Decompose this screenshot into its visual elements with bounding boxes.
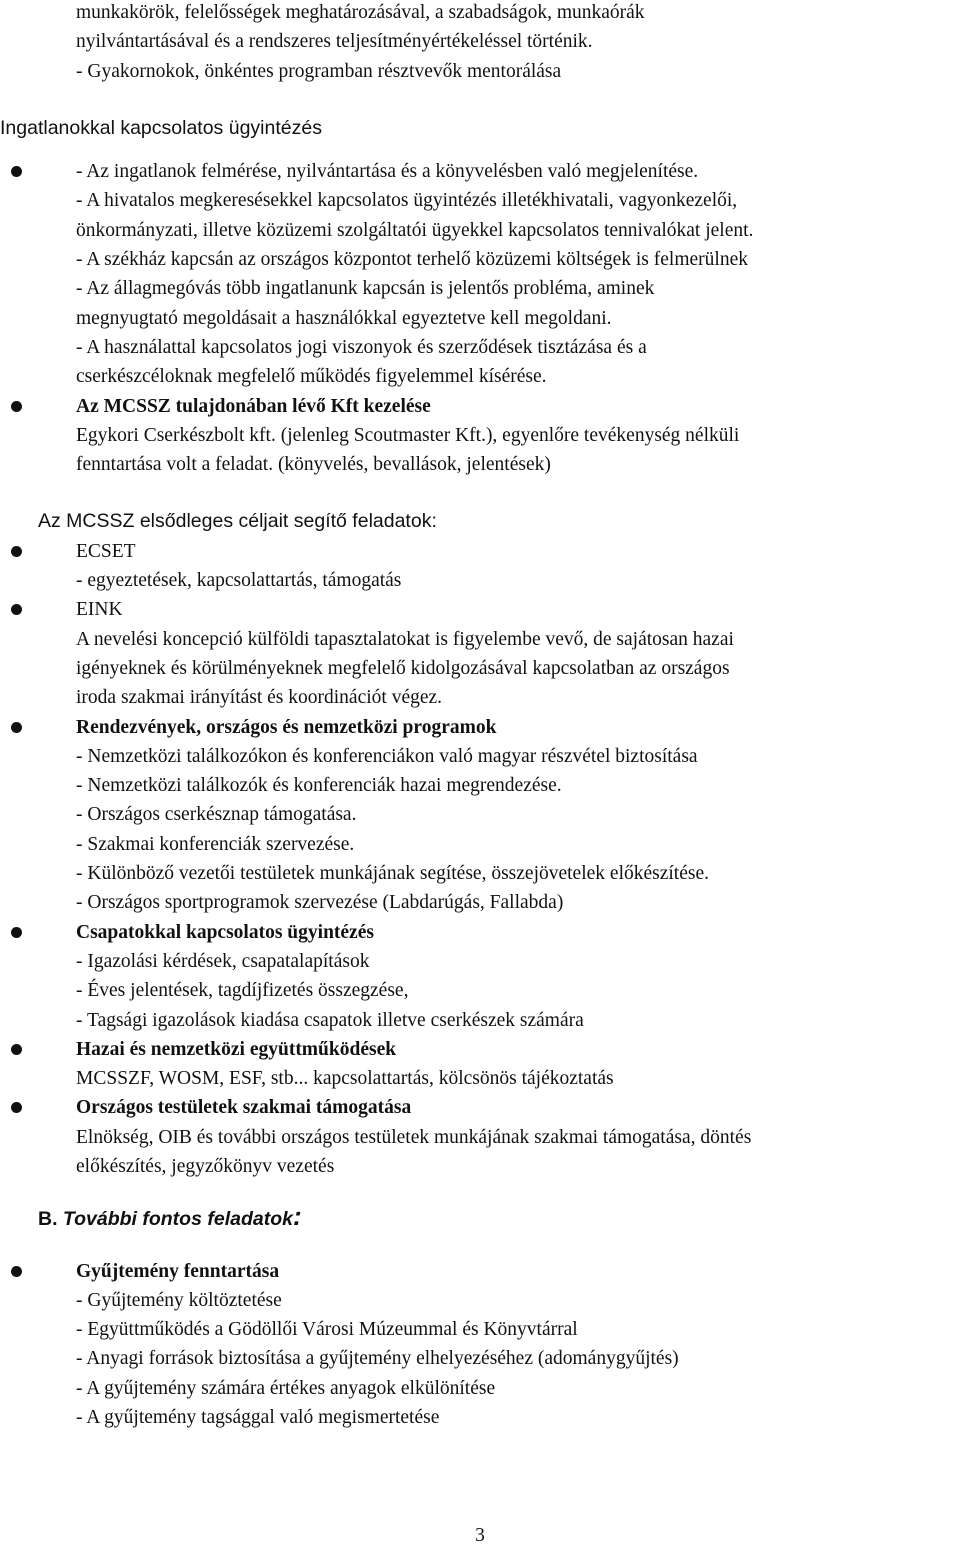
list-line: megnyugtató megoldásait a használókkal egyeztetve kell megoldani.	[76, 307, 612, 329]
bullet-gyujtemeny	[0, 1257, 960, 1433]
list-line: fenntartása volt a feladat. (könyvelés, bevallások, jelentések)	[76, 454, 551, 476]
list-line: Egykori Cserkészbolt kft. (jelenleg Scoutmaster Kft.), egyenlőre tevékenység nélküli	[76, 424, 740, 446]
item-title: Gyűjtemény fenntartása	[76, 1260, 280, 1282]
list-line: cserkészcéloknak megfelelő működés figyelemmel kísérése.	[76, 366, 547, 388]
list-line: önkormányzati, illetve közüzemi szolgáltatói ügyekkel kapcsolatos tennivalókat jelent.	[76, 219, 754, 241]
item-title: Országos testületek szakmai támogatása	[76, 1097, 412, 1119]
intro-line: nyilvántartásával és a rendszeres teljesítményértékeléssel történik.	[76, 31, 593, 53]
bullet-csapatok	[0, 918, 960, 1035]
intro-block	[0, 0, 960, 86]
section-heading-ingatlan: Ingatlanokkal kapcsolatos ügyintézés	[0, 116, 322, 139]
list-line: - Országos cserkésznap támogatása.	[76, 804, 357, 826]
bullet-ecset	[0, 537, 960, 596]
section-label: B.	[38, 1208, 58, 1231]
list-line: MCSSZF, WOSM, ESF, stb... kapcsolattartás, kölcsönös tájékoztatás	[76, 1068, 614, 1090]
list-line: Elnökség, OIB és további országos testületek munkájának szakmai támogatása, döntés	[76, 1126, 752, 1148]
list-line: - egyeztetések, kapcsolattartás, támogatás	[76, 570, 402, 592]
intro-line: - Gyakornokok, önkéntes programban résztvevők mentorálása	[76, 60, 562, 82]
list-line: - Tagsági igazolások kiadása csapatok illetve cserkészek számára	[76, 1009, 584, 1031]
bullet-kft	[0, 392, 960, 480]
list-line: iroda szakmai irányítást és koordinációt végez.	[76, 687, 443, 709]
item-title: Hazai és nemzetközi együttműködések	[76, 1038, 397, 1060]
bullet-icon	[11, 1266, 22, 1277]
list-line: igényeknek és körülményeknek megfelelő kidolgozásával kapcsolatban az országos	[76, 657, 730, 679]
list-line: - A gyűjtemény tagsággal való megismertetése	[76, 1407, 440, 1429]
list-line: - Igazolási kérdések, csapatalapítások	[76, 950, 370, 972]
bullet-icon	[11, 722, 22, 733]
bullet-icon	[11, 401, 22, 412]
list-line: - Együttműködés a Gödöllői Városi Múzeummal és Könyvtárral	[76, 1319, 578, 1341]
bullet-testuletek	[0, 1093, 960, 1181]
list-line: - Szakmai konferenciák szervezése.	[76, 833, 355, 855]
bullet-eink	[0, 595, 960, 712]
list-line: - A hivatalos megkeresésekkel kapcsolatos ügyintézés illetékhivatali, vagyonkezelői,	[76, 190, 738, 212]
list-line: - Nemzetközi találkozókon és konferenciákon való magyar részvétel biztosítása	[76, 745, 698, 767]
section-heading-elsodleges: Az MCSSZ elsődleges céljait segítő feladatok:	[38, 510, 437, 533]
list-line: - Különböző vezetői testületek munkájának segítése, összejövetelek előkészítése.	[76, 863, 709, 885]
bullet-ingatlan	[0, 157, 960, 391]
list-line: - A székház kapcsán az országos központot terhelő közüzemi költségek is felmerülnek	[76, 249, 748, 271]
list-line: - Az ingatlanok felmérése, nyilvántartása és a könyvelésben való megjelenítése.	[76, 161, 699, 183]
list-line: - Nemzetközi találkozók és konferenciák hazai megrendezése.	[76, 775, 562, 797]
list-line: - Éves jelentések, tagdíjfizetés összegzése,	[76, 980, 409, 1002]
item-title: Csapatokkal kapcsolatos ügyintézés	[76, 921, 374, 943]
bullet-rendezvenyek	[0, 713, 960, 918]
item-title: EINK	[76, 599, 123, 621]
intro-line: munkakörök, felelősségek meghatározásával, a szabadságok, munkaórák	[76, 2, 645, 23]
bullet-icon	[11, 1044, 22, 1055]
item-title: ECSET	[76, 540, 136, 562]
list-line: - A használattal kapcsolatos jogi viszonyok és szerződések tisztázása és a	[76, 336, 647, 358]
list-line: - Az állagmegóvás több ingatlanunk kapcsán is jelentős probléma, aminek	[76, 278, 655, 300]
bullet-icon	[11, 546, 22, 557]
bullet-icon	[11, 927, 22, 938]
list-line: - Gyűjtemény költöztetése	[76, 1289, 282, 1311]
item-title: Rendezvények, országos és nemzetközi programok	[76, 716, 497, 738]
item-title: Az MCSSZ tulajdonában lévő Kft kezelése	[76, 395, 431, 417]
list-line: előkészítés, jegyzőkönyv vezetés	[76, 1155, 335, 1177]
list-line: - Anyagi források biztosítása a gyűjtemény elhelyezéséhez (adománygyűjtés)	[76, 1348, 679, 1370]
list-line: A nevelési koncepció külföldi tapasztalatokat is figyelembe vevő, de sajátosan hazai	[76, 628, 734, 650]
list-line: - A gyűjtemény számára értékes anyagok elkülönítése	[76, 1377, 496, 1399]
section-colon: :	[292, 1201, 302, 1232]
section-heading-b	[0, 1202, 960, 1234]
list-line: - Országos sportprogramok szervezése (Labdarúgás, Fallabda)	[76, 892, 564, 914]
section-title: További fontos feladatok	[62, 1208, 293, 1231]
bullet-egyuttmukodesek	[0, 1035, 960, 1094]
page-number: 3	[475, 1525, 485, 1546]
